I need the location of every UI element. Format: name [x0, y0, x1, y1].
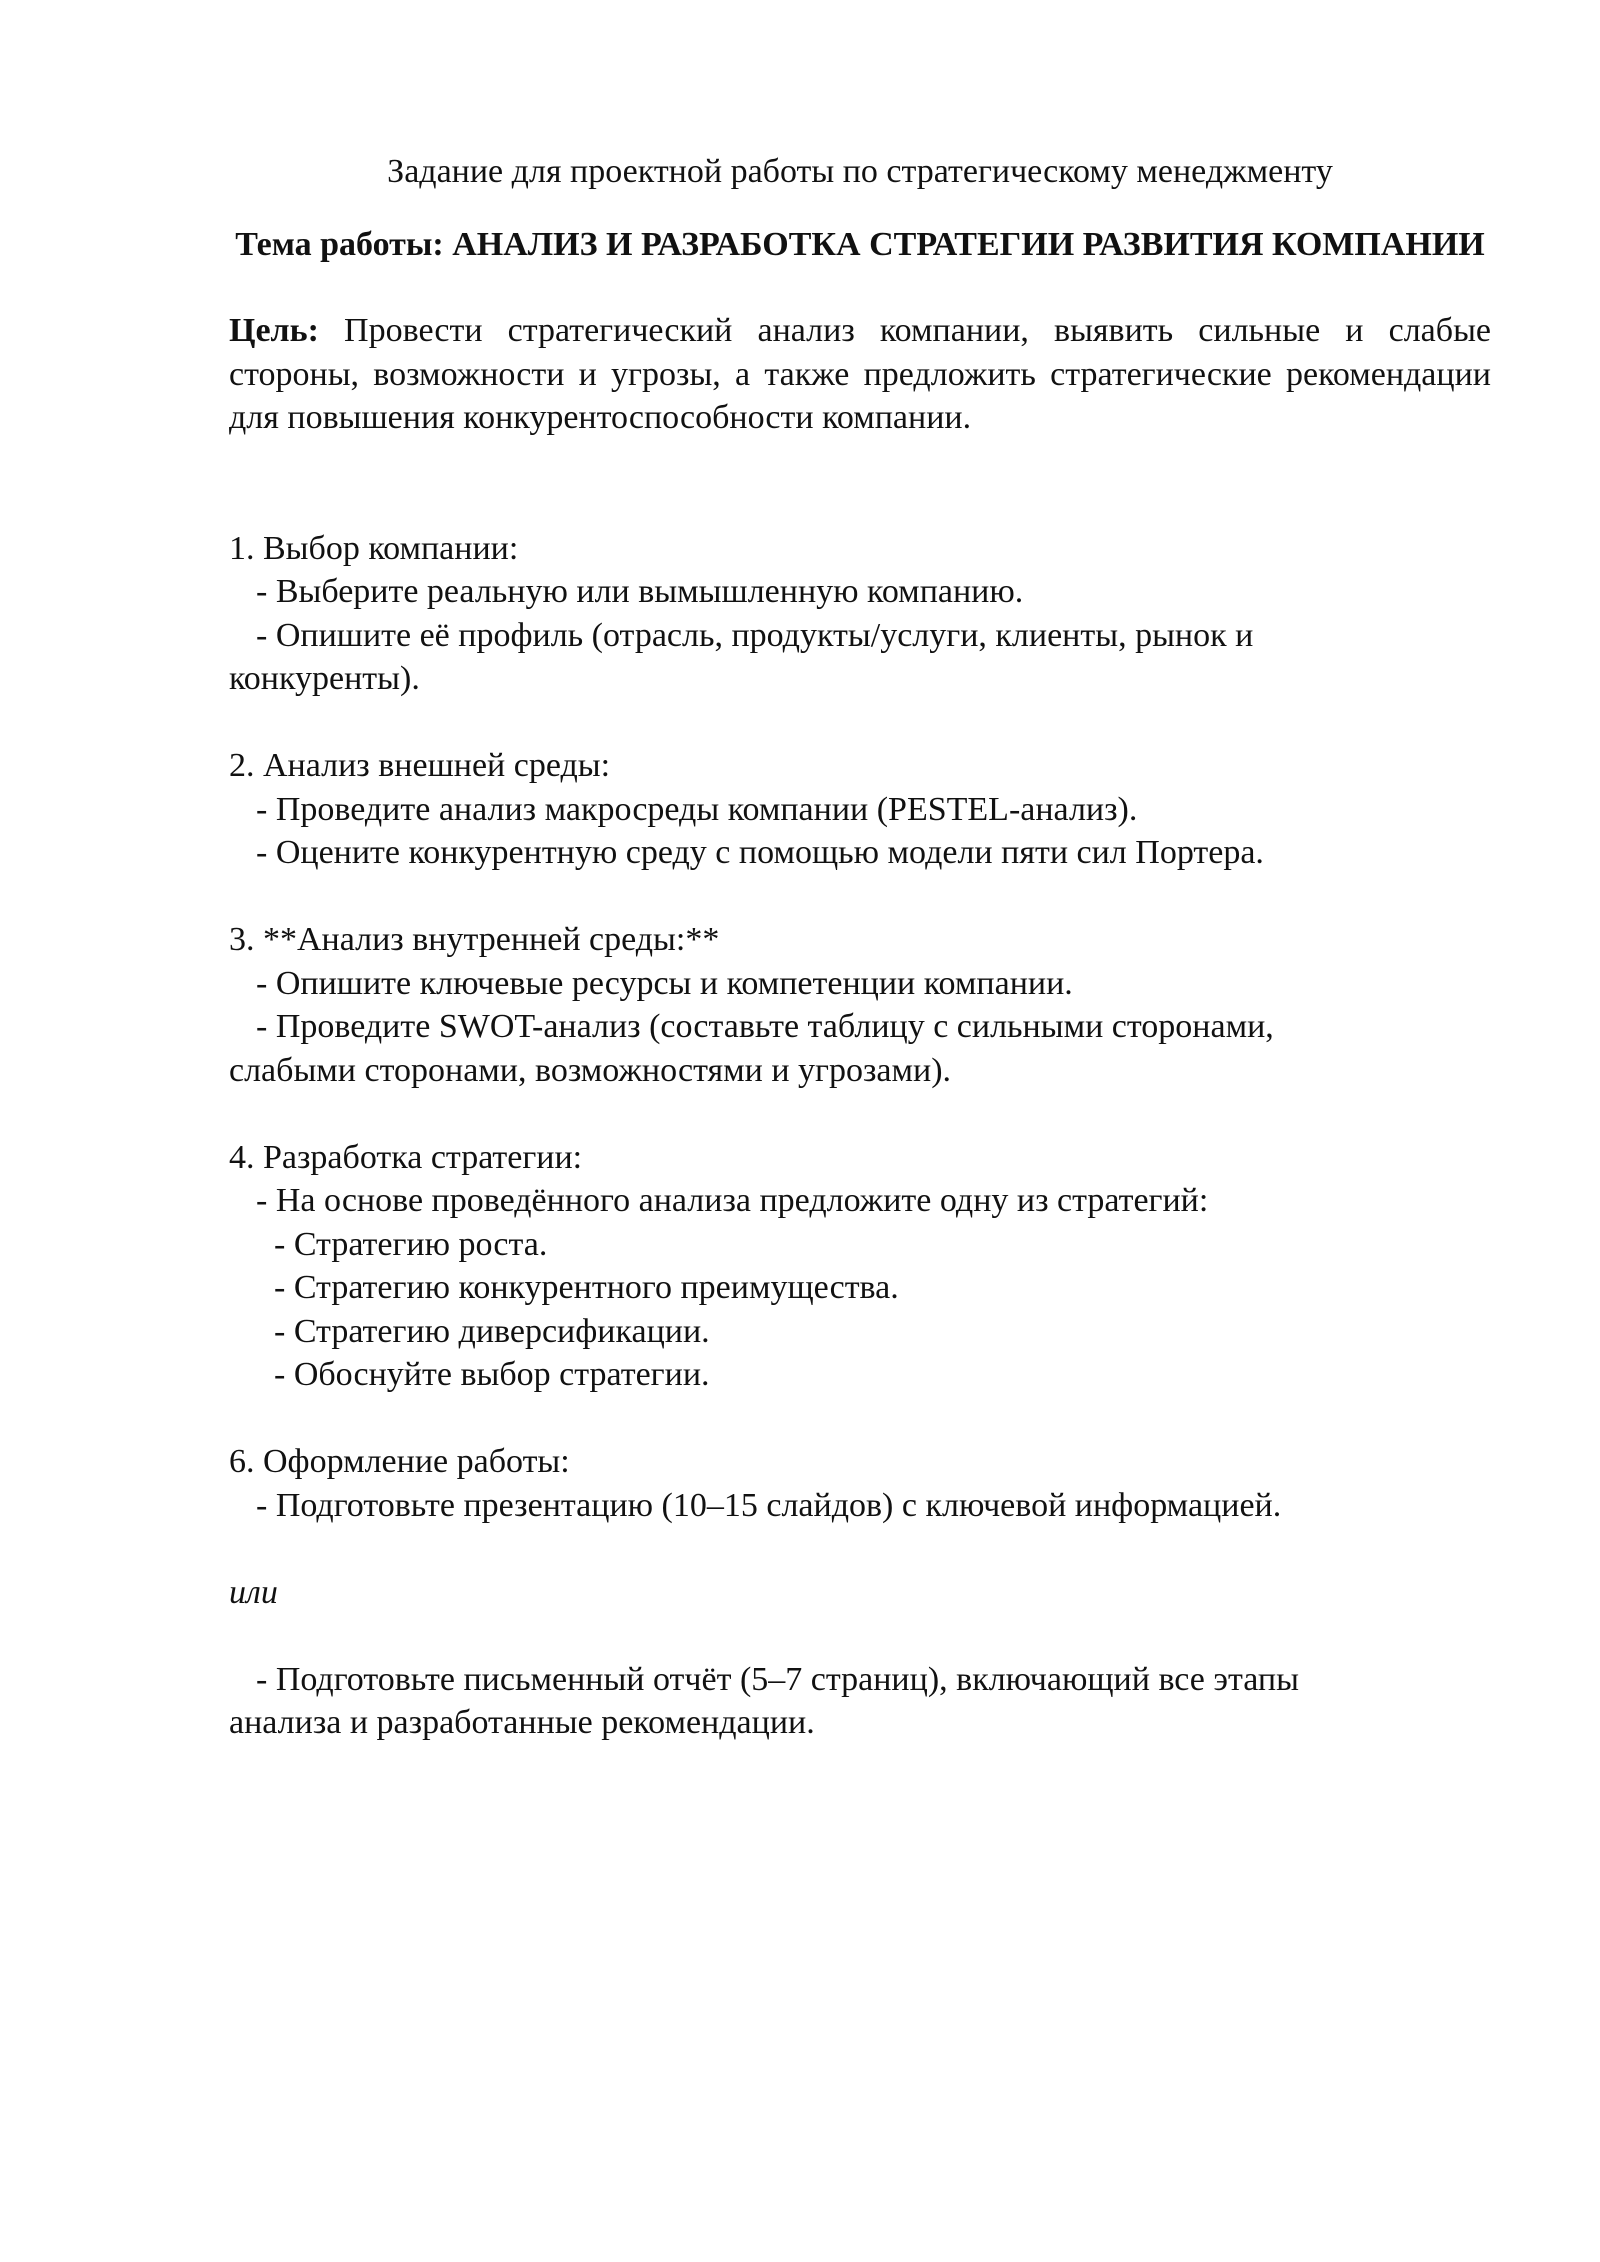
- goal-paragraph: [229, 309, 1491, 440]
- section-subitem: - Стратегию конкурентного преимущества.: [274, 1269, 899, 1306]
- final-item: [229, 1658, 1491, 1745]
- task-sections: [229, 527, 1491, 1745]
- section-subitem: - Стратегию диверсификации.: [274, 1312, 710, 1350]
- section-title: 4. Разработка стратегии:: [229, 1138, 583, 1176]
- section-internal-analysis: [229, 918, 1491, 1092]
- goal-text: Провести стратегический анализ компании, выявить сильные и слабые стороны, возможности и угрозы, а также предложить стратегические рекомендации для повышения конкурентоспособности компании.: [229, 312, 1491, 436]
- section-item: - Оцените конкурентную среду с помощью модели пяти сил Портера.: [256, 834, 1264, 871]
- section-item: - Опишите ключевые ресурсы и компетенции компании.: [256, 964, 1073, 1002]
- section-item-continuation: слабыми сторонами, возможностями и угрозами).: [229, 1051, 952, 1089]
- section-title: 3. **Анализ внутренней среды:**: [229, 921, 720, 958]
- final-item-text: - Подготовьте письменный отчёт (5–7 страниц), включающий все этапы: [256, 1660, 1299, 1698]
- or-separator: или: [229, 1573, 278, 1611]
- section-title: 1. Выбор компании:: [229, 529, 519, 567]
- topic-text: АНАЛИЗ И РАЗРАБОТКА СТРАТЕГИИ РАЗВИТИЯ КОМПАНИИ: [452, 225, 1485, 263]
- section-item: - Выберите реальную или вымышленную компанию.: [256, 573, 1024, 610]
- section-item: - Проведите SWOT-анализ (составьте таблицу с сильными сторонами,: [256, 1008, 1274, 1045]
- section-title: 2. Анализ внешней среды:: [229, 747, 611, 784]
- section-item: - Опишите её профиль (отрасль, продукты/услуги, клиенты, рынок и: [256, 616, 1254, 654]
- section-company-choice: [229, 527, 1491, 701]
- section-subitem: - Обоснуйте выбор стратегии.: [274, 1356, 710, 1393]
- section-item: - На основе проведённого анализа предложите одну из стратегий:: [256, 1182, 1209, 1219]
- section-external-analysis: [229, 744, 1491, 875]
- final-item-continuation: анализа и разработанные рекомендации.: [229, 1704, 815, 1741]
- goal-label: Цель:: [229, 312, 319, 349]
- document-page: [229, 150, 1491, 1745]
- document-topic: [229, 223, 1491, 267]
- section-subitem: - Стратегию роста.: [274, 1225, 548, 1263]
- document-header: Задание для проектной работы по стратегическому менеджменту: [387, 153, 1333, 190]
- section-title: 6. Оформление работы:: [229, 1443, 570, 1480]
- section-item: - Подготовьте презентацию (10–15 слайдов) с ключевой информацией.: [256, 1486, 1282, 1524]
- section-item: - Проведите анализ макросреды компании (PESTEL-анализ).: [256, 790, 1138, 828]
- section-formatting: [229, 1440, 1491, 1527]
- topic-label: Тема работы:: [235, 225, 453, 263]
- section-item-continuation: конкуренты).: [229, 660, 420, 697]
- section-strategy-development: [229, 1136, 1491, 1397]
